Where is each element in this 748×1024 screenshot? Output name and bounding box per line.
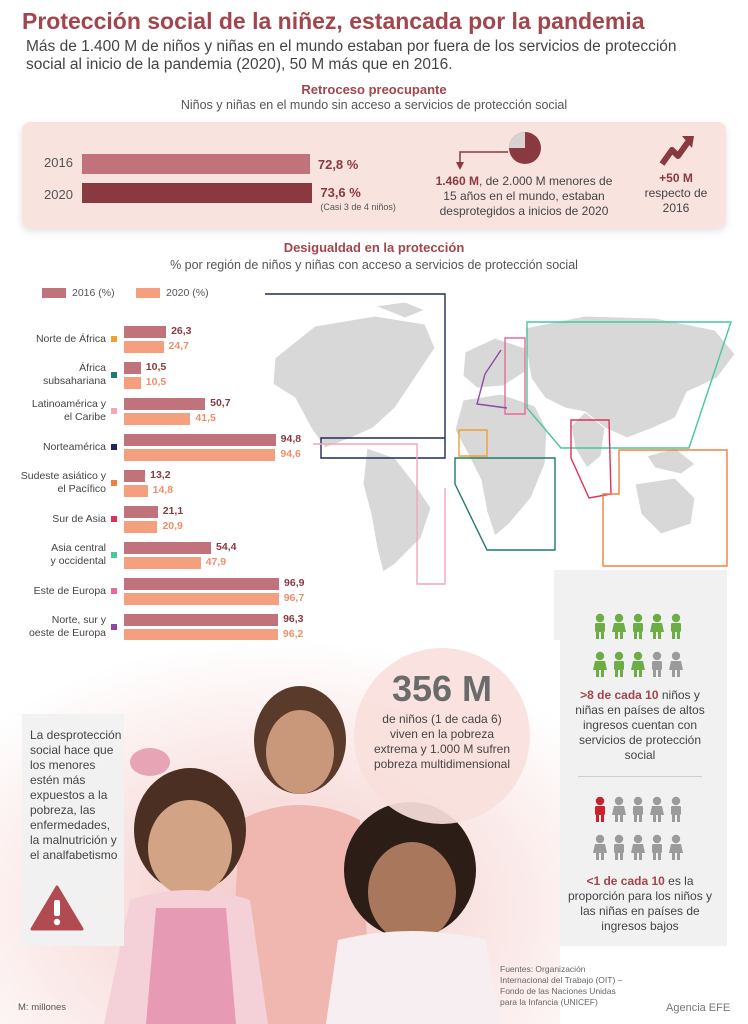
low-income-bold: <1 de cada 10	[586, 874, 665, 888]
bar-2020-region	[124, 485, 148, 497]
stat-increase	[638, 171, 714, 216]
region-label	[6, 470, 106, 496]
region-label-line: oeste de Europa	[28, 627, 106, 639]
value-2020-label: 96,7	[283, 592, 305, 604]
value-2016-label: 50,7	[210, 397, 231, 409]
region-label	[6, 441, 106, 454]
units-note: M: millones	[18, 1002, 67, 1013]
world-map	[255, 288, 745, 588]
child-figure-icon	[668, 834, 684, 860]
summary-band	[22, 122, 726, 228]
child-figure-icon	[630, 834, 646, 860]
child-figure-icon	[592, 613, 608, 639]
low-income-rest: es la proporción para los niños y las niñas en países de ingresos bajos	[567, 874, 713, 933]
bar-2020-region	[124, 413, 190, 425]
bar-2020-note: (Casi 3 de 4 niños)	[320, 202, 396, 212]
agency-credit: Agencia EFE	[666, 1002, 731, 1014]
region-label-line: Asia central	[51, 542, 106, 554]
region-label-line: África	[79, 362, 106, 374]
child-figure-icon	[611, 796, 627, 822]
region-color-marker	[111, 372, 117, 378]
child-figure-icon	[592, 651, 608, 677]
region-color-marker	[111, 516, 117, 522]
bar-2016-region	[124, 362, 141, 374]
value-2020-label: 24,7	[168, 340, 189, 352]
bar-2016	[82, 154, 310, 174]
child-figure-icon	[649, 834, 665, 860]
bar-2020-region	[124, 449, 275, 461]
region-label-line: Latinoamérica y	[31, 398, 106, 410]
child-figure-icon	[592, 796, 608, 822]
region-label-line: Norte de África	[35, 332, 106, 345]
bar-2020-region	[124, 593, 279, 605]
region-label-line: y occidental	[50, 555, 106, 567]
region-color-marker	[111, 480, 117, 486]
page-title: Protección social de la niñez, estancada por la pandemia	[22, 8, 645, 34]
high-income-rest: niños y niñas en países de altos ingresos cuentan con servicios de protección social	[575, 688, 705, 762]
region-label	[6, 398, 106, 424]
child-figure-icon	[649, 613, 665, 639]
bar-2020-value: 73,6 %	[320, 185, 361, 200]
bar-2016-value: 72,8 %	[317, 157, 359, 172]
value-2020-label: 20,9	[162, 520, 183, 532]
value-2016-label: 13,2	[150, 469, 171, 481]
region-label	[6, 362, 106, 388]
stat-increase-number: +50 M	[659, 171, 693, 185]
child-figure-icon	[611, 651, 627, 677]
stat-unprotected-text: , de 2.000 M menores de 15 años en el mundo, estaban desprotegidos a inicios de 2020	[439, 174, 613, 218]
poverty-text: de niños (1 de cada 6) viven en la pobreza extrema y 1.000 M sufren pobreza multidimensional	[373, 712, 511, 771]
region-label	[6, 513, 106, 526]
trend-up-icon	[658, 132, 698, 168]
legend-2020-swatch	[136, 288, 160, 298]
region-color-marker	[111, 552, 117, 558]
child-figure-icon	[592, 834, 608, 860]
region-label-line: Sur de Asia	[52, 512, 106, 525]
region-label-line: subsahariana	[42, 375, 106, 387]
value-2016-label: 96,3	[283, 613, 304, 625]
bar-2016-region	[124, 614, 278, 626]
bar-2020-region	[124, 341, 164, 353]
region-color-marker	[111, 336, 117, 342]
stat-increase-text: respecto de 2016	[644, 186, 708, 215]
child-figure-icon	[611, 834, 627, 860]
value-2020-label: 96,2	[282, 628, 304, 640]
low-income-text	[565, 874, 715, 934]
region-label-line: el Pacífico	[57, 483, 106, 495]
region-label-line: el Caribe	[63, 411, 106, 423]
year-2016-label: 2016	[44, 155, 73, 170]
bar-2020-region	[124, 521, 157, 533]
stat-unprotected	[432, 174, 616, 219]
child-figure-icon	[611, 613, 627, 639]
child-figure-icon	[630, 651, 646, 677]
value-2020-label: 10,5	[145, 376, 167, 388]
bar-2020	[82, 183, 312, 203]
region-color-marker	[111, 408, 117, 414]
value-2016-label: 10,5	[145, 361, 167, 373]
section2-title: Desigualdad en la protección	[283, 240, 465, 255]
value-2016-label: 26,3	[171, 325, 192, 337]
high-income-bold: >8 de cada 10	[580, 688, 659, 702]
section1-subtitle: Niños y niñas en el mundo sin acceso a servicios de protección social	[180, 98, 568, 112]
section1-title: Retroceso preocupante	[301, 82, 447, 97]
warning-triangle-icon	[30, 884, 84, 932]
bar-2016-region	[124, 506, 158, 518]
panel-divider	[578, 776, 702, 777]
bar-2020-region	[124, 557, 201, 569]
bar-2016-region	[124, 434, 276, 446]
region-label	[6, 585, 106, 598]
region-label-line: Este de Europa	[33, 584, 106, 597]
child-figure-icon	[668, 651, 684, 677]
poverty-number: 356 M	[391, 668, 493, 709]
child-figure-icon	[649, 651, 665, 677]
region-label	[6, 614, 106, 640]
region-label-line: Sudeste asiático y	[20, 470, 106, 482]
section2-subtitle: % por región de niños y niñas con acceso a servicios de protección social	[170, 258, 578, 272]
value-2016-label: 96,9	[284, 577, 305, 589]
child-figure-icon	[668, 613, 684, 639]
region-label	[6, 333, 106, 346]
year-2020-label: 2020	[44, 187, 73, 202]
high-income-text	[565, 688, 715, 763]
child-figure-icon	[630, 613, 646, 639]
value-2016-label: 54,4	[216, 541, 237, 553]
bar-2020-region	[124, 377, 141, 389]
value-2020-label: 41,5	[195, 412, 216, 424]
child-figure-icon	[630, 796, 646, 822]
value-2020-label: 94,6	[280, 448, 301, 460]
sources-note: Fuentes: Organización Internacional del Trabajo (OIT) – Fondo de las Naciones Unidas para la Infancia (UNICEF)	[500, 964, 623, 1007]
bar-2016-region	[124, 326, 166, 338]
legend-2016-swatch	[42, 288, 66, 298]
region-color-marker	[111, 624, 117, 630]
child-figure-icon	[668, 796, 684, 822]
legend-2016-label: 2016 (%)	[72, 287, 115, 299]
region-color-marker	[111, 444, 117, 450]
region-color-marker	[111, 588, 117, 594]
region-label	[6, 542, 106, 568]
page-subtitle: Más de 1.400 M de niños y niñas en el mundo estaban por fuera de los servicios de protección social al inicio de la pandemia (2020), 50 M más que en 2016.	[26, 38, 677, 73]
value-2016-label: 21,1	[162, 505, 184, 517]
bar-2016-region	[124, 398, 205, 410]
bar-2016-region	[124, 470, 145, 482]
value-2020-label: 14,8	[152, 484, 174, 496]
warning-text: La desprotección social hace que los menores estén más expuestos a la pobreza, las enfermedades, la malnutrición y el analfabetismo	[30, 728, 122, 862]
value-2020-label: 47,9	[205, 556, 227, 568]
pie-icon	[448, 130, 548, 176]
bar-2016-region	[124, 542, 211, 554]
value-2016-label: 94,8	[280, 433, 302, 445]
legend-2020-label: 2020 (%)	[166, 287, 209, 299]
child-figure-icon	[649, 796, 665, 822]
stat-unprotected-number: 1.460 M	[435, 174, 479, 188]
region-label-line: Norteamérica	[42, 440, 106, 453]
region-label-line: Norte, sur y	[51, 614, 106, 626]
